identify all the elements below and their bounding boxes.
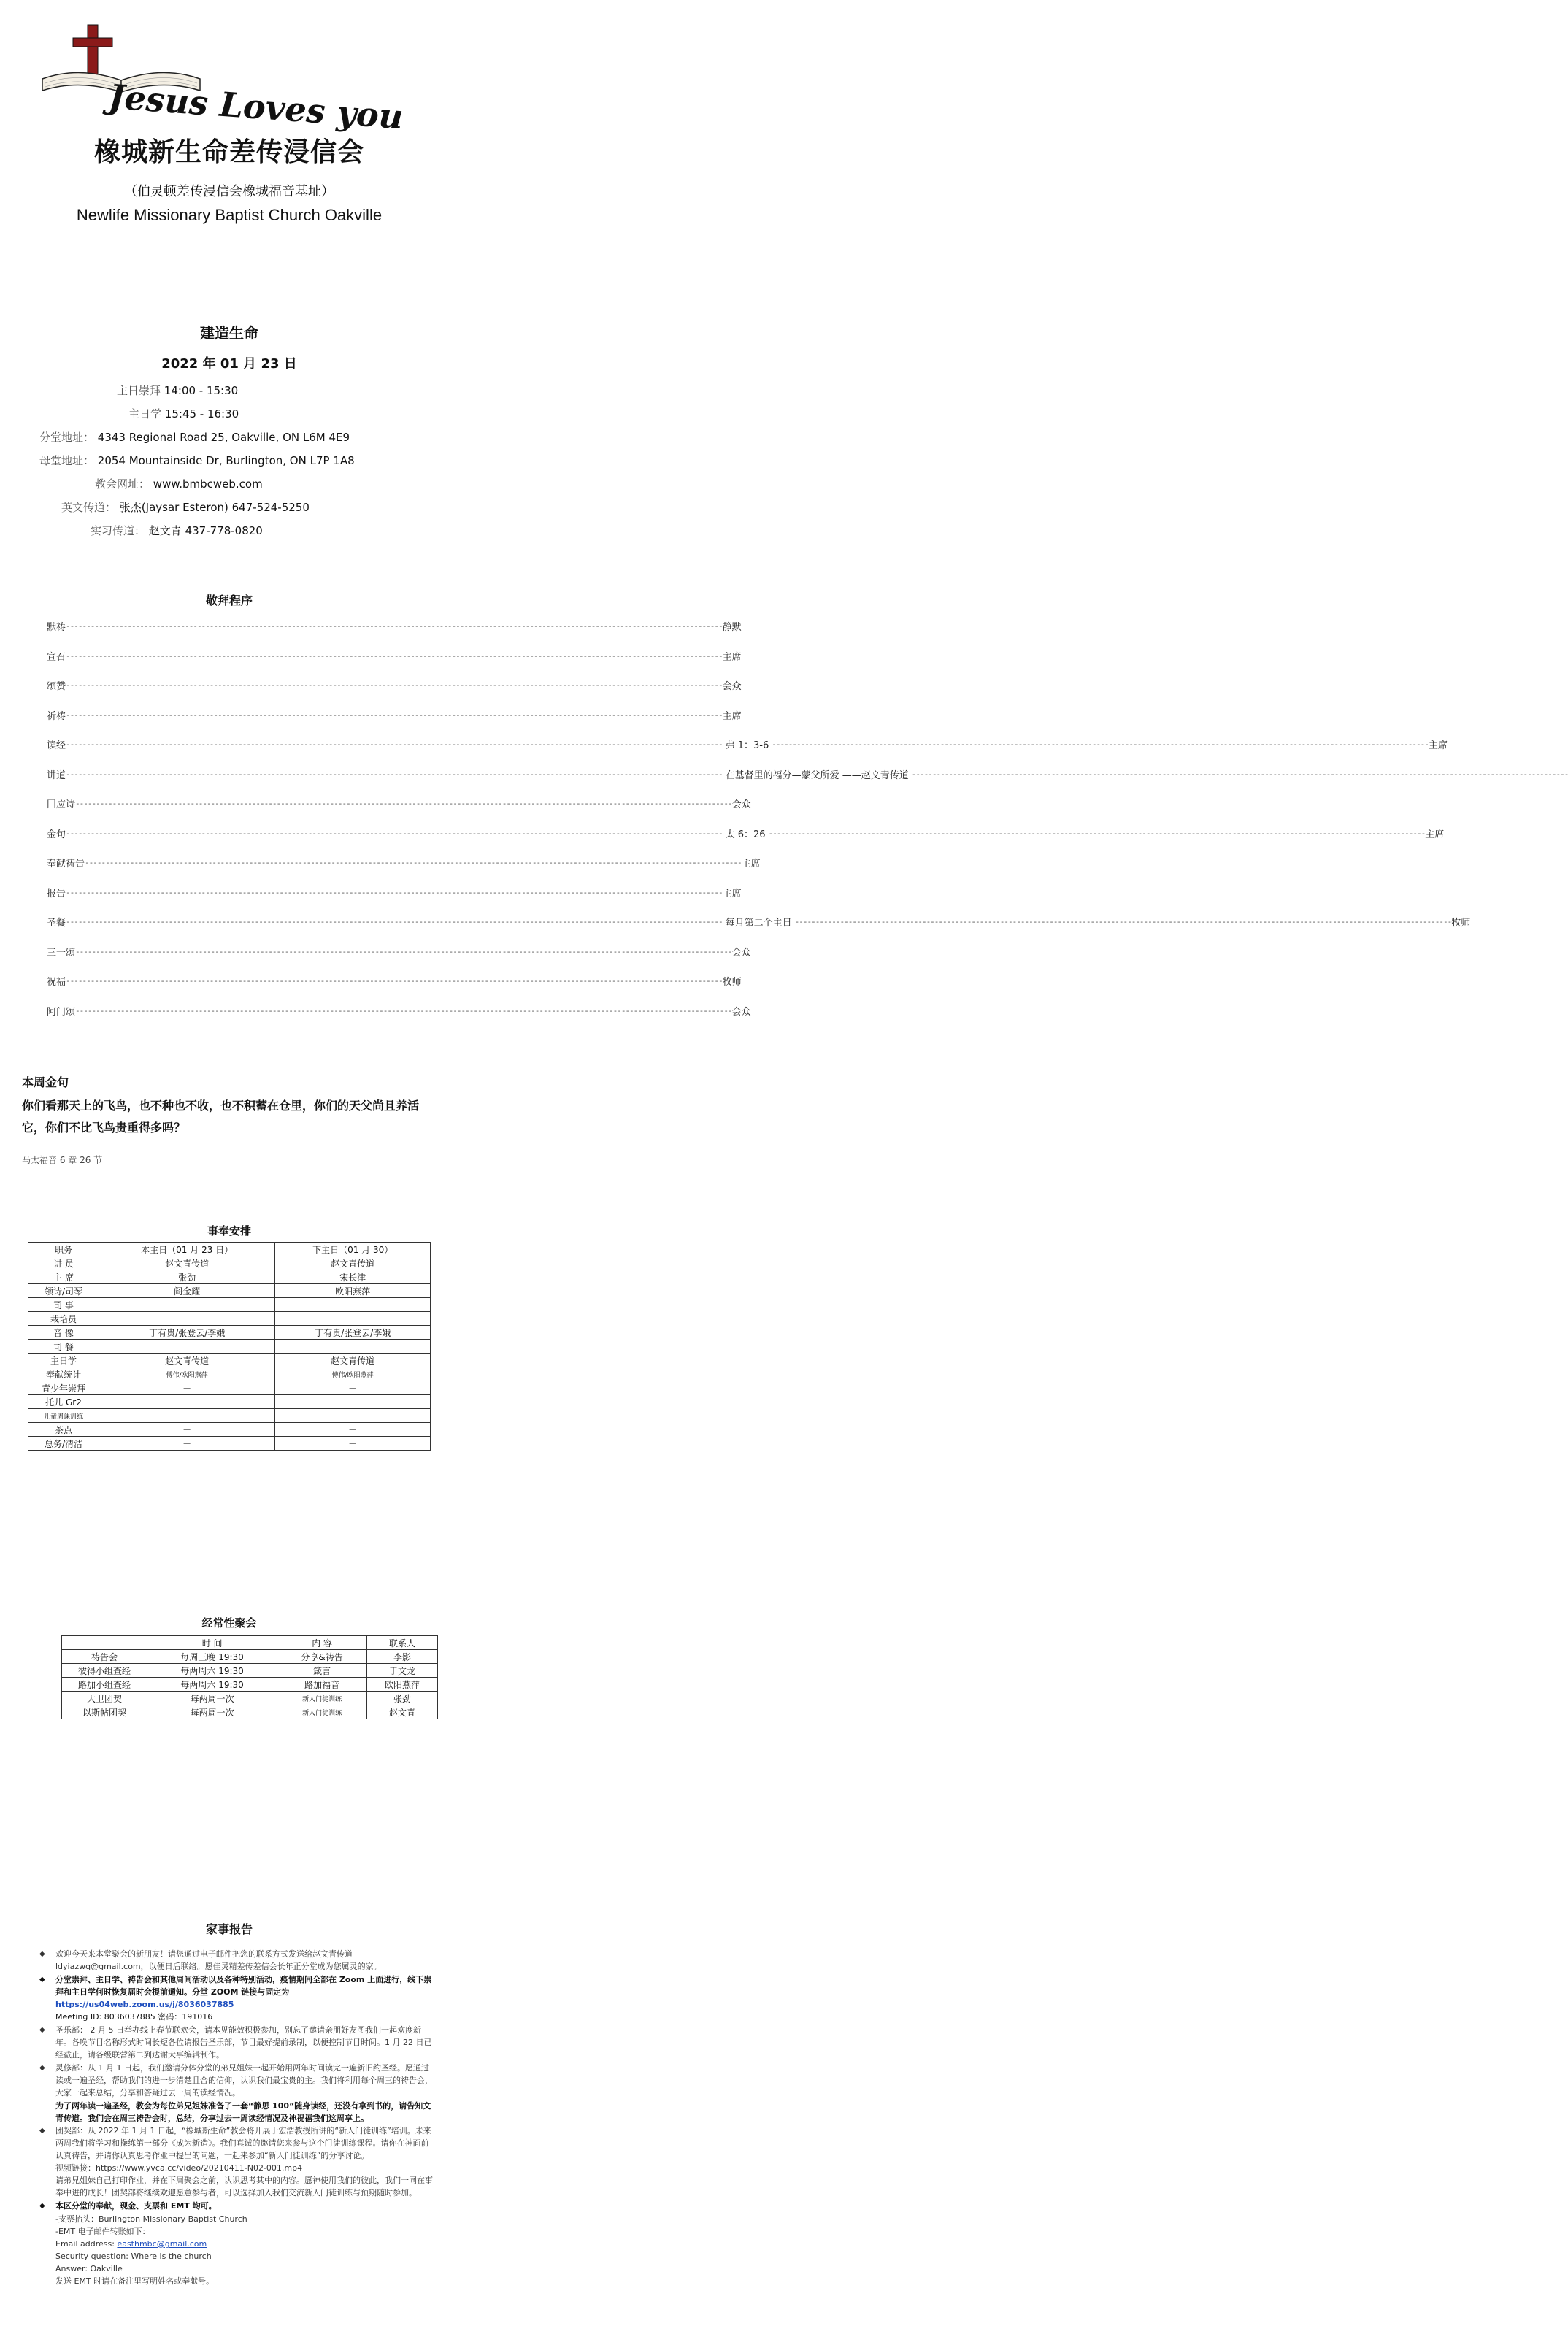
service-date: 2022 年 01 月 23 日 [161,356,297,372]
table-row [62,1692,438,1705]
assignee-cell: 丁有贵/张登云/李娥 [275,1326,431,1340]
leader-dots: ---------------------------------------------------------------------------------------------------------------------------------------------------------------- [66,710,723,720]
column-header: 联系人 [367,1636,438,1650]
video-link[interactable]: 视频链接：https://www.yvca.cc/video/20210411-N02-001.mp4 [55,2163,303,2173]
fellowship-title: 经常性聚会 [201,1616,257,1630]
worship-item-leader: 会众 [731,799,751,810]
worship-item-leader: 主席 [722,710,742,722]
worship-item-detail: 弗 1：3-6 [725,740,769,751]
info-label: 分堂地址： [39,431,95,444]
gathering-name-cell: 路加小组查经 [62,1678,147,1692]
announcement-text: 请弟兄姐妹自己打印作业，并在下周聚会之前，认识思考其中的内容。愿神使用我们的彼此，我们一同在事奉中进的成长！团契部将继续欢迎愿意参与者，可以选择加入我们交流新人门徒训练与预期随时参加。 [55,2176,433,2198]
table-row [28,1437,431,1451]
leader-dots: ---------------------------------------------------------------------------------------------------------------------------------------------------------------- [75,798,732,808]
role-cell: 栽培员 [28,1312,99,1326]
offering-line: 发送 EMT 时请在备注里写明姓名或奉献号。 [55,2276,215,2286]
worship-item-name: 报告 [47,888,66,899]
worship-order-row [47,854,761,870]
worship-order-row [47,884,742,900]
time-cell: 每两周六 19:30 [147,1678,277,1692]
table-row [28,1256,431,1270]
info-mother-church-address [39,453,355,468]
info-label: 主日崇拜 [117,384,161,397]
content-cell: 新人门徒训练 [277,1692,367,1705]
table-header-row [62,1636,438,1650]
assignee-cell: － [99,1423,275,1437]
contact-cell: 于文龙 [367,1664,438,1678]
table-row [28,1270,431,1284]
info-value: 2054 Mountainside Dr, Burlington, ON L7P 1A8 [97,454,355,467]
column-header [62,1636,147,1650]
announcement-item [36,1973,437,2023]
leader-dots: ---------------------------------------------------------------------------------------------------------------------------------------------------------------- [66,739,723,749]
worship-item-name: 读经 [47,740,66,751]
assignee-cell: － [275,1423,431,1437]
assignee-cell: － [99,1312,275,1326]
info-value: 赵文青 437-778-0820 [148,524,263,537]
content-cell: 新人门徒训练 [277,1705,367,1719]
worship-item-leader: 静默 [722,621,742,633]
announcement-item [36,2062,437,2099]
content-cell: 箴言 [277,1664,367,1678]
assignee-cell: － [99,1437,275,1451]
table-row [28,1284,431,1298]
offering-line: -EMT 电子邮件转账如下： [55,2227,150,2236]
column-header: 下主日（01 月 30） [275,1243,431,1256]
info-value: 14:00 - 15:30 [164,384,239,397]
worship-order-row [47,736,1448,752]
website-link[interactable]: www.bmbcweb.com [153,477,263,491]
leader-dots: ---------------------------------------------------------------------------------------------------------------------------------------------------------------- [66,828,723,838]
assignee-cell: 张劲 [99,1270,275,1284]
assignee-cell: 傅伟/欧阳燕萍 [275,1367,431,1381]
content-cell: 路加福音 [277,1678,367,1692]
assignee-cell: － [99,1395,275,1409]
gathering-name-cell: 大卫团契 [62,1692,147,1705]
table-row [28,1312,431,1326]
assignee-cell: 赵文青传道 [99,1256,275,1270]
table-row [28,1423,431,1437]
assignee-cell: 丁有贵/张登云/李娥 [99,1326,275,1340]
offering-email-line [36,2238,437,2250]
schedule-table [28,1242,431,1451]
contact-cell: 欧阳燕萍 [367,1678,438,1692]
table-row [62,1664,438,1678]
contact-cell: 李影 [367,1650,438,1664]
leader-dots: ---------------------------------------------------------------------------------------------------------------------------------------------------------------- [66,680,723,690]
info-intern-pastor [91,523,263,538]
table-row [28,1381,431,1395]
worship-item-name: 三一颂 [47,947,76,959]
assignee-cell: － [275,1437,431,1451]
worship-item-name: 祈祷 [47,710,66,722]
assignee-cell: － [99,1409,275,1423]
church-subtitle: （伯灵顿差传浸信会橡城福音基址） [124,184,334,199]
role-cell: 茶点 [28,1423,99,1437]
role-cell: 青少年崇拜 [28,1381,99,1395]
leader-dots: ---------------------------------------------------------------------------------------------------------------------------------------------------------------- [66,769,723,779]
bullet-icon: ◆ [39,1950,45,1958]
worship-item-name: 圣餐 [47,917,66,929]
worship-order-row [47,766,1568,782]
worship-item-leader: 主席 [722,651,742,663]
assignee-cell: － [99,1381,275,1395]
announcement-text: 本区分堂的奉献，现金、支票和 EMT 均可。 [55,2201,217,2211]
info-label: 教会网址： [95,477,150,491]
time-cell: 每两周一次 [147,1705,277,1719]
role-cell: 主日学 [28,1354,99,1367]
memory-verse-reference: 马太福音 6 章 26 节 [22,1155,103,1165]
info-value: 4343 Regional Road 25, Oakville, ON L6M 4E9 [97,431,350,444]
gathering-name-cell: 以斯帖团契 [62,1705,147,1719]
table-row [62,1678,438,1692]
worship-item-name: 阿门颂 [47,1006,76,1018]
info-value: 15:45 - 16:30 [164,407,239,421]
zoom-link[interactable]: https://us04web.zoom.us/j/8036037885 [55,2000,234,2009]
assignee-cell: 傅伟/欧阳燕萍 [99,1367,275,1381]
worship-order-row [47,795,751,811]
info-value: 张杰(Jaysar Esteron) 647-524-5250 [119,501,310,514]
leader-dots: ---------------------------------------------------------------------------------------------------------------------------------------------------------------- [66,975,723,986]
offering-email-link[interactable]: easthmbc@gmail.com [117,2239,207,2249]
offering-line: -支票抬头：Burlington Missionary Baptist Church [55,2214,247,2224]
worship-item-leader: 会众 [731,1006,751,1018]
assignee-cell: 赵文青传道 [99,1354,275,1367]
worship-item-leader: 会众 [731,947,751,959]
zoom-meeting-id: Meeting ID: 8036037885 密码：191016 [55,2012,213,2022]
church-name-chinese: 橡城新生命差传浸信会 [93,137,364,167]
offering-email-label: Email address: [55,2239,115,2249]
table-row [62,1650,438,1664]
assignee-cell: － [275,1381,431,1395]
time-cell: 每周三晚 19:30 [147,1650,277,1664]
leader-dots: ---------------------------------------------------------------------------------------------------------------------------------------------------------------- [66,621,723,631]
announcements-list [36,1948,437,2287]
announcement-item [36,2200,437,2212]
info-label: 实习传道： [91,524,146,537]
role-cell: 讲 员 [28,1256,99,1270]
worship-item-leader: 主席 [741,858,761,870]
assignee-cell: － [275,1395,431,1409]
announcement-item [36,1948,437,1973]
worship-item-leader: 会众 [722,680,742,692]
leader-dots: ---------------------------------------------------------------------------------------------------------------------------------------------------------------- [66,916,723,926]
role-cell: 领诗/司琴 [28,1284,99,1298]
info-label: 英文传道： [61,501,117,514]
assignee-cell: 赵文青传道 [275,1354,431,1367]
bullet-icon: ◆ [39,2064,45,2072]
worship-item-name: 宣召 [47,651,66,663]
role-cell: 儿童周课训练 [28,1409,99,1423]
bullet-icon: ◆ [39,2202,45,2210]
worship-item-name: 祝福 [47,976,66,988]
leader-dots: ---------------------------------------------------------------------------------------------------------------------------------------------------------------- [85,857,742,867]
assignee-cell: － [275,1409,431,1423]
role-cell: 音 像 [28,1326,99,1340]
leader-dots: ---------------------------------------------------------------------------------------------------------------------------------------------------------------- [66,887,723,897]
fellowship-table [61,1635,438,1719]
role-cell: 总务/清洁 [28,1437,99,1451]
worship-item-leader: 主席 [722,888,742,899]
memory-verse-heading: 本周金句 [22,1075,69,1089]
announcement-text: 分堂崇拜、主日学、祷告会和其他周间活动以及各种特别活动，疫情期间全部在 Zoom 上面进行，线下崇拜和主日学何时恢复届时会提前通知。分堂 ZOOM 链接与固定为 [55,1975,432,1997]
column-header: 时 间 [147,1636,277,1650]
worship-order-row [47,1002,751,1018]
announcement-text: 欢迎今天来本堂聚会的新朋友！请您通过电子邮件把您的联系方式发送给赵文青传道 ldyiazwq@gmail.com，以便日后联络。愿佳灵精差传差信会长年正分堂成为您属灵的家。 [55,1949,382,1971]
worship-order-row [47,943,751,959]
worship-order-row [47,648,742,664]
worship-order-row [47,618,742,634]
leader-dots: ---------------------------------------------------------------------------------------------------------------------------------------------------------------- [794,916,1452,926]
worship-item-leader: 牧师 [1451,917,1471,929]
worship-item-detail: 太 6：26 [725,829,766,840]
offering-line: Security question: Where is the church [55,2252,212,2261]
schedule-table-wrap [28,1242,431,1451]
offering-line: Answer: Oakville [55,2264,123,2273]
worship-item-detail: 每月第二个主日 [725,917,792,929]
role-cell: 托儿 Gr2 [28,1395,99,1409]
role-cell: 主 席 [28,1270,99,1284]
time-cell: 每两周六 19:30 [147,1664,277,1678]
assignee-cell: 欧阳燕萍 [275,1284,431,1298]
worship-item-name: 默祷 [47,621,66,633]
content-cell: 分享&祷告 [277,1650,367,1664]
leader-dots: ---------------------------------------------------------------------------------------------------------------------------------------------------------------- [75,1005,732,1016]
bullet-icon: ◆ [39,2127,45,2135]
table-row [28,1409,431,1423]
table-row [28,1340,431,1354]
assignee-cell [275,1340,431,1354]
info-sunday-school [128,406,239,421]
assignee-cell: 阎金耀 [99,1284,275,1298]
role-cell: 奉献统计 [28,1367,99,1381]
contact-cell: 赵文青 [367,1705,438,1719]
leader-dots: ---------------------------------------------------------------------------------------------------------------------------------------------------------------- [772,739,1429,749]
role-cell: 司 事 [28,1298,99,1312]
worship-item-name: 金句 [47,829,66,840]
logo-script-text: Jesus Loves you [107,77,405,137]
assignee-cell: 赵文青传道 [275,1256,431,1270]
worship-item-name: 讲道 [47,769,66,781]
worship-order-row [47,677,742,693]
worship-item-leader: 主席 [1428,740,1448,751]
cross-bible-logo [35,22,415,137]
assignee-cell: － [275,1312,431,1326]
table-row [28,1367,431,1381]
table-header-row [28,1243,431,1256]
leader-dots: ---------------------------------------------------------------------------------------------------------------------------------------------------------------- [911,769,1568,779]
bullet-icon: ◆ [39,2026,45,2034]
worship-order-row [47,913,1471,929]
worship-item-leader: 主席 [1425,829,1445,840]
worship-order-row [47,972,742,989]
column-header: 本主日（01 月 23 日） [99,1243,275,1256]
bullet-icon: ◆ [39,1976,45,1984]
table-row [28,1354,431,1367]
gathering-name-cell: 祷告会 [62,1650,147,1664]
assignee-cell: － [275,1298,431,1312]
info-label: 母堂地址： [39,454,95,467]
info-website [95,476,263,491]
role-cell: 司 餐 [28,1340,99,1354]
column-header: 内 容 [277,1636,367,1650]
assignee-cell: 宋长津 [275,1270,431,1284]
worship-order-row [47,825,1445,841]
announcements-title: 家事报告 [205,1922,253,1936]
assignee-cell: － [99,1298,275,1312]
sermon-title: 建造生命 [200,324,258,342]
worship-item-name: 回应诗 [47,799,76,810]
worship-order-title: 敬拜程序 [205,594,253,607]
table-row [28,1395,431,1409]
table-row [62,1705,438,1719]
contact-cell: 张劲 [367,1692,438,1705]
schedule-title: 事奉安排 [207,1224,251,1237]
worship-item-name: 奉献祷告 [47,858,85,870]
announcement-item [36,2024,437,2061]
announcement-text: 圣乐部： 2 月 5 日举办线上春节联欢会，请本见能效积极参加，别忘了邀请亲朋好友图我们一起欢度新年。各唤节目名称形式时间长短各位请报告圣乐部，节目最好提前录制，以便控制节目时间。1 月 22 日已经截止，请各级联营第二到达谢大事编辑制作。 [55,2025,432,2060]
info-sunday-worship [117,383,238,398]
leader-dots: ---------------------------------------------------------------------------------------------------------------------------------------------------------------- [768,828,1426,838]
info-label: 主日学 [128,407,162,421]
worship-item-leader: 牧师 [722,976,742,988]
column-header: 职务 [28,1243,99,1256]
info-english-pastor [61,499,310,515]
table-row [28,1326,431,1340]
announcement-text: 团契部：从 2022 年 1 月 1 日起，“橡城新生命”教会将开展于宏浩教授所讲的“新人门徒训练”培训。未来两周我们将学习和操练第一部分《成为新造》。我们真诚的邀请您来参与这个门徒训练课程。请你在神面前认真祷告，并请你认真思考作业中提出的问题，一起来参加“新人门徒训练”的分享讨论。 [55,2126,431,2160]
church-name-english: Newlife Missionary Baptist Church Oakville [76,206,383,224]
leader-dots: ---------------------------------------------------------------------------------------------------------------------------------------------------------------- [75,946,732,956]
assignee-cell [99,1340,275,1354]
announcement-note: 为了两年读一遍圣经，教会为每位弟兄姐妹准备了一套“静思 100”随身读经，还没有拿到书的，请告知文青传道。我们会在周三祷告会时，总结，分享过去一周读经情况及神祝福我们这周享上。 [55,2101,431,2123]
memory-verse-text: 你们看那天上的飞鸟，也不种也不收，也不积蓄在仓里，你们的天父尚且养活它，你们不比飞鸟贵重得多吗？ [22,1099,420,1135]
info-branch-address [39,429,350,445]
gathering-name-cell: 彼得小组查经 [62,1664,147,1678]
table-row [28,1298,431,1312]
announcement-text: 灵修部：从 1 月 1 日起，我们邀请分体分堂的弟兄姐妹一起开始用两年时间读完一遍新旧约圣经。愿通过读或一遍圣经，帮助我们的进一步清楚且合的信仰，认识我们最宝贵的主。我们将利用每个周三的祷告会，大家一起来总结，分享和答疑过去一周的读经情况。 [55,2063,433,2098]
time-cell: 每两周一次 [147,1692,277,1705]
announcement-item [36,2125,437,2199]
worship-item-name: 颂赞 [47,680,66,692]
leader-dots: ---------------------------------------------------------------------------------------------------------------------------------------------------------------- [66,650,723,661]
fellowship-table-wrap [61,1635,438,1719]
worship-order-row [47,707,742,723]
church-logo [35,22,415,137]
worship-item-detail: 在基督里的福分—蒙父所爱 ——赵文青传道 [725,769,909,781]
